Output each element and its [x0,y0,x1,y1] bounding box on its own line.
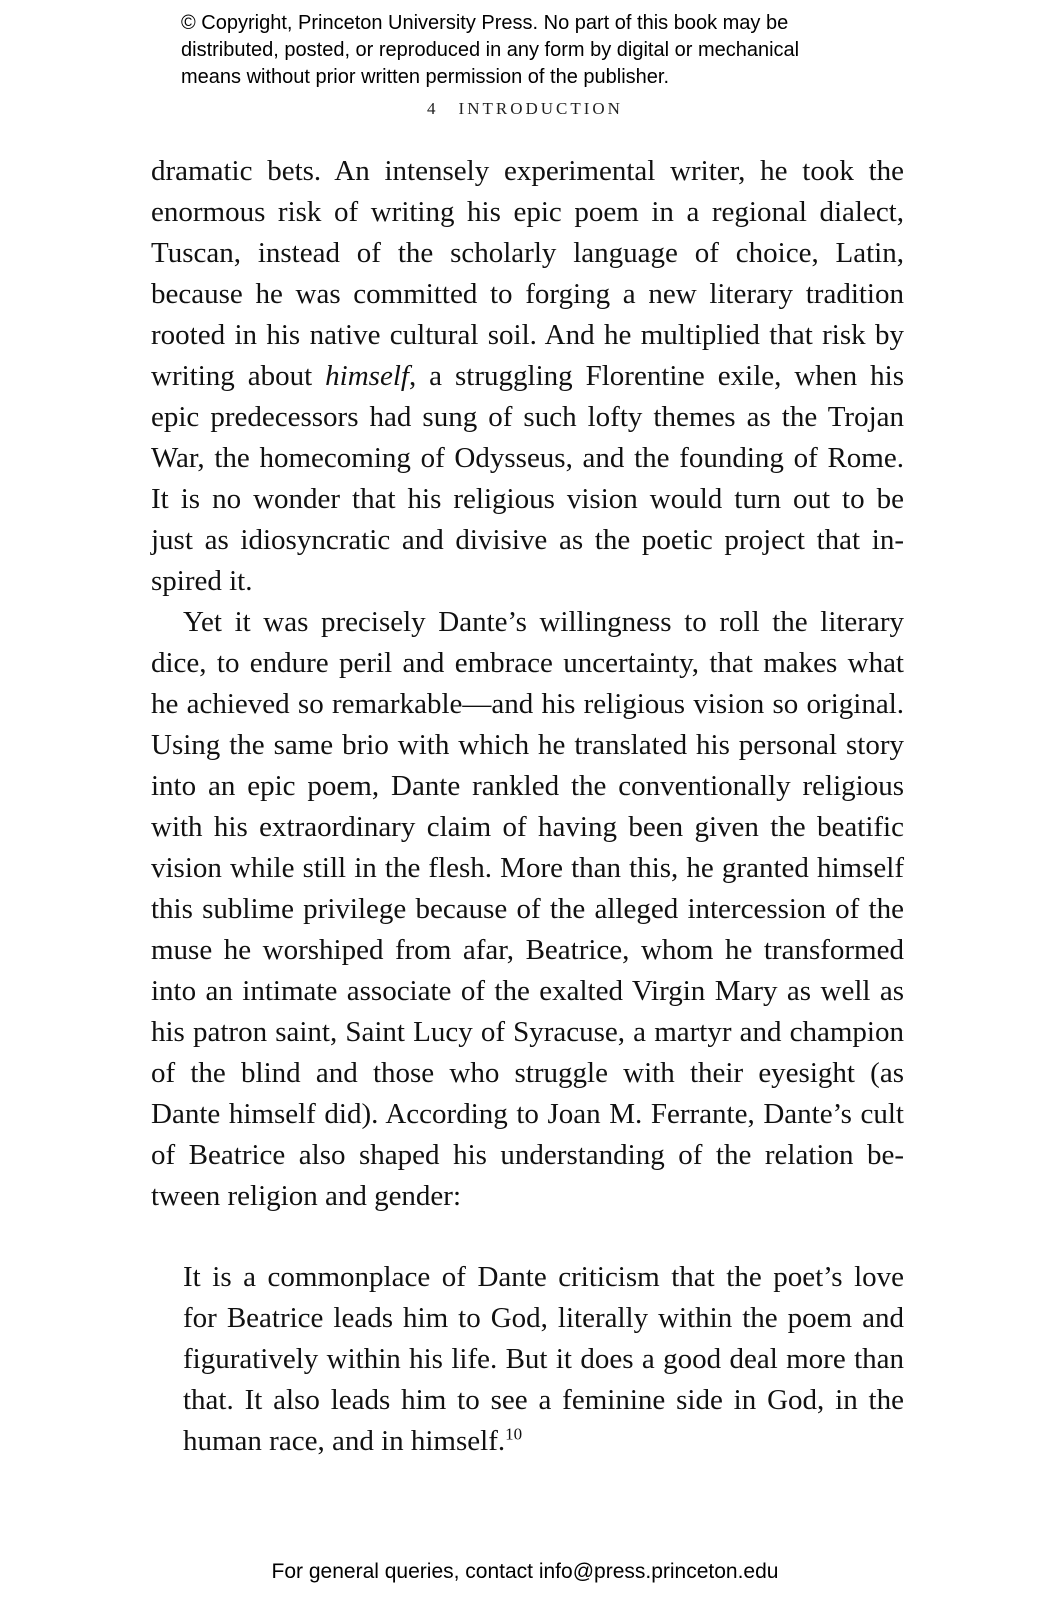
text-segment: writing about [151,360,326,392]
text-line: epic predecessors had sung of such lofty themes as the Trojan [151,401,904,433]
body-text [151,151,904,1462]
quote-text: human race, and in himself. [183,1425,506,1457]
text-line: this sublime privilege because of the alleged intercession of the [151,893,904,925]
running-header [0,99,1050,119]
text-line: Using the same brio with which he translated his personal story [151,729,904,761]
text-line: his patron saint, Saint Lucy of Syracuse, a martyr and champion [151,1016,904,1048]
copyright-line: © Copyright, Princeton University Press. No part of this book may be [181,12,789,34]
copyright-line: distributed, posted, or reproduced in any form by digital or mechanical [181,39,800,61]
text-line: just as idiosyncratic and divisive as the poetic project that in- [151,524,904,556]
text-line: of the blind and those who struggle with their eyesight (as [151,1057,904,1089]
text-line: vision while still in the flesh. More than this, he granted himself [151,852,904,884]
block-quote [151,1257,904,1462]
quote-line: that. It also leads him to see a feminine side in God, in the [183,1384,904,1416]
text-line: Yet it was precisely Dante’s willingness to roll the literary [183,606,904,638]
quote-line [151,1421,904,1462]
paragraph [151,151,904,602]
text-line: with his extraordinary claim of having been given the beatific [151,811,904,843]
text-line: into an epic poem, Dante rankled the conventionally religious [151,770,904,802]
text-line: because he was committed to forging a new literary tradition [151,278,904,310]
page-number: 4 [427,99,439,118]
text-line: enormous risk of writing his epic poem in a regional dialect, [151,196,904,228]
text-line: It is no wonder that his religious vision would turn out to be [151,483,904,515]
quote-line: It is a commonplace of Dante criticism that the poet’s love [183,1261,904,1293]
text-line: dice, to endure peril and embrace uncertainty, that makes what [151,647,904,679]
footer-contact: For general queries, contact info@press.princeton.edu [271,1560,779,1583]
text-line: he achieved so remarkable—and his religious vision so original. [151,688,904,720]
quote-line: for Beatrice leads him to God, literally within the poem and [183,1302,904,1334]
paragraph [151,602,904,1217]
block-spacing [151,1217,904,1257]
copyright-line: means without prior written permission of the publisher. [181,66,670,88]
text-line: tween religion and gender: [151,1180,462,1212]
text-line: spired it. [151,565,253,597]
quote-line: figuratively within his life. But it does a good deal more than [183,1343,904,1375]
text-line: of Beatrice also shaped his understanding of the relation be- [151,1139,904,1171]
text-line: Tuscan, instead of the scholarly language of choice, Latin, [151,237,904,269]
text-line: dramatic bets. An intensely experimental writer, he took the [151,155,904,187]
text-line: into an intimate associate of the exalted Virgin Mary as well as [151,975,904,1007]
italic-emphasis: himself [325,360,409,392]
text-line: rooted in his native cultural soil. And he multiplied that risk by [151,319,904,351]
section-title: INTRODUCTION [458,99,623,118]
text-line: muse he worshiped from afar, Beatrice, whom he transformed [151,934,904,966]
copyright-notice [181,10,901,91]
text-line: War, the homecoming of Odysseus, and the founding of Rome. [151,442,904,474]
text-line [151,356,904,397]
text-line: Dante himself did). According to Joan M. Ferrante, Dante’s cult [151,1098,904,1130]
footnote-reference[interactable]: 10 [505,1424,523,1444]
text-segment: , a struggling Florentine exile, when his [408,360,904,392]
